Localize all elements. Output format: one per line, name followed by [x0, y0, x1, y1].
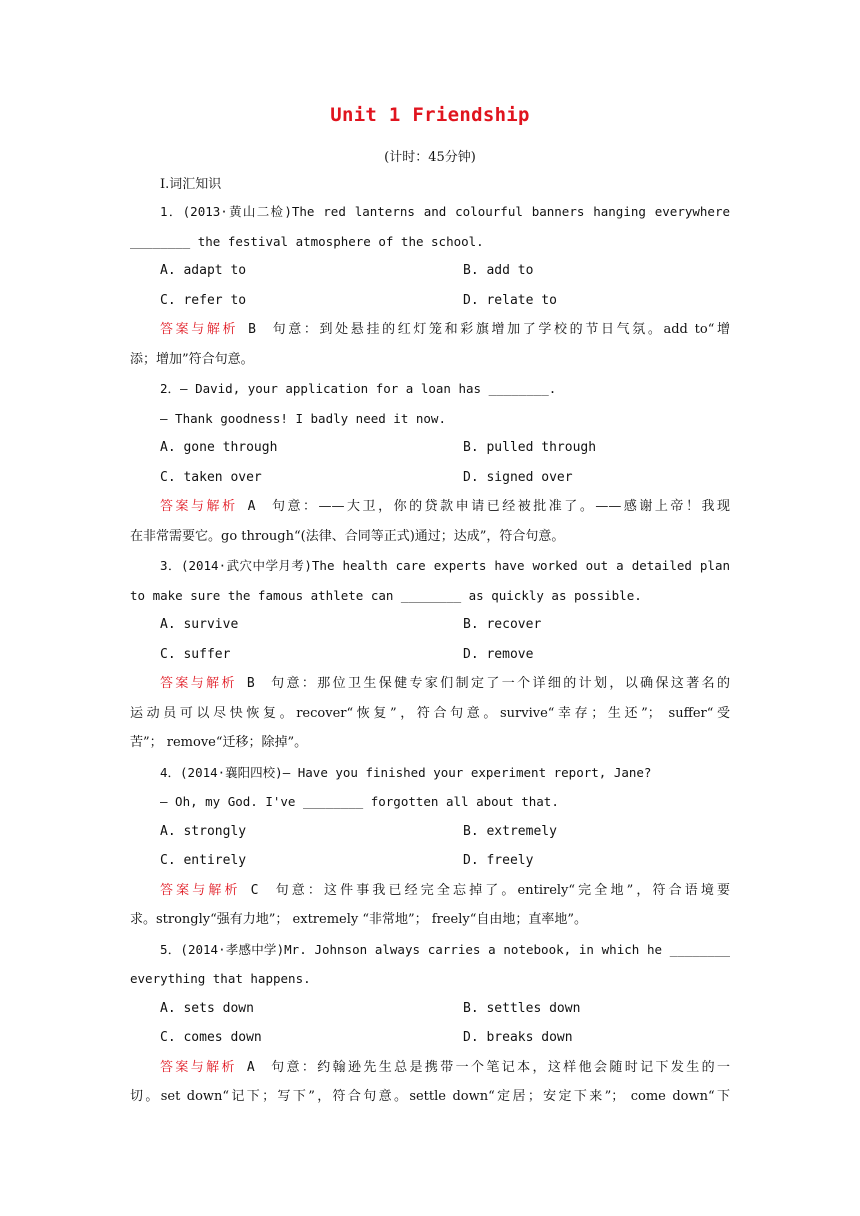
section-heading: Ⅰ.词汇知识 — [160, 177, 222, 192]
answer-explanation — [160, 1057, 730, 1079]
option-d: D. relate to — [463, 293, 557, 308]
option-c: C. suffer — [160, 647, 231, 662]
explanation-text: 求。strongly“强有力地”； extremely “非常地”； freely“自由地；直率地”。 — [130, 912, 587, 927]
explanation-text: 句意：到处悬挂的红灯笼和彩旗增加了学校的节日气氛。add to“增 — [270, 322, 730, 337]
explanation-text: 添；增加”符合句意。 — [130, 352, 254, 367]
question-stem: 2．— David, your application for a loan has ________. — [160, 381, 557, 396]
answer-label: 答案与解析 — [160, 499, 238, 514]
option-a: A. survive — [160, 617, 239, 632]
question-stem: everything that happens. — [130, 971, 311, 986]
option-c: C. refer to — [160, 293, 247, 308]
option-d: D. breaks down — [463, 1030, 573, 1045]
explanation-text: 句意：这件事我已经完全忘掉了。entirely“完全地”，符合语境要 — [272, 883, 730, 898]
answer-label: 答案与解析 — [160, 1060, 237, 1075]
option-a: A. gone through — [160, 440, 278, 455]
option-d: D. freely — [463, 853, 534, 868]
option-c: C. entirely — [160, 853, 247, 868]
question-stem: to make sure the famous athlete can ________ as quickly as possible. — [130, 588, 642, 603]
answer-letter: A — [246, 1060, 255, 1075]
question-stem: 4．(2014·襄阳四校)— Have you finished your experiment report, Jane? — [160, 765, 652, 780]
answer-letter: B — [248, 322, 256, 337]
answer-label: 答案与解析 — [160, 322, 239, 337]
option-b: B. extremely — [463, 824, 557, 839]
option-c: C. comes down — [160, 1030, 262, 1045]
explanation-text: 句意：约翰逊先生总是携带一个笔记本，这样他会随时记下发生的一 — [268, 1060, 730, 1075]
answer-letter: B — [246, 676, 255, 691]
answer-explanation — [160, 880, 730, 902]
option-c: C. taken over — [160, 470, 262, 485]
time-limit: (计时：45分钟) — [384, 150, 476, 165]
answer-explanation — [160, 673, 730, 695]
answer-explanation — [160, 496, 730, 518]
option-a: A. sets down — [160, 1001, 254, 1016]
option-b: B. settles down — [463, 1001, 581, 1016]
option-a: A. adapt to — [160, 263, 247, 278]
option-b: B. pulled through — [463, 440, 597, 455]
explanation-text: 切。set down“记下；写下”，符合句意。settle down“定居；安定下来”； come down“下 — [130, 1089, 730, 1104]
question-stem: ________ the festival atmosphere of the school. — [130, 234, 484, 249]
answer-letter: A — [247, 499, 256, 514]
option-d: D. remove — [463, 647, 534, 662]
question-stem: 5．(2014·孝感中学)Mr. Johnson always carries a notebook, in which he ________ — [160, 942, 730, 957]
answer-explanation — [160, 319, 730, 341]
option-d: D. signed over — [463, 470, 573, 485]
option-a: A. strongly — [160, 824, 247, 839]
explanation-text: 苦”； remove“迁移；除掉”。 — [130, 735, 308, 750]
answer-label: 答案与解析 — [160, 676, 237, 691]
question-stem: 3．(2014·武穴中学月考)The health care experts have worked out a detailed plan — [160, 558, 730, 573]
question-stem: — Thank goodness! I badly need it now. — [160, 411, 446, 426]
page-title: Unit 1 Friendship — [330, 104, 530, 126]
explanation-text: 句意：——大卫，你的贷款申请已经被批准了。——感谢上帝！我现 — [269, 499, 730, 514]
question-stem: 1．(2013·黄山二检)The red lanterns and colourful banners hanging everywhere — [160, 204, 730, 219]
option-b: B. add to — [463, 263, 534, 278]
answer-label: 答案与解析 — [160, 883, 241, 898]
option-b: B. recover — [463, 617, 542, 632]
explanation-text: 运动员可以尽快恢复。recover“恢复”，符合句意。survive“幸存；生还”； suffer“受 — [130, 706, 730, 721]
explanation-text: 句意：那位卫生保健专家们制定了一个详细的计划，以确保这著名的 — [268, 676, 730, 691]
answer-letter: C — [250, 883, 259, 898]
explanation-text: 在非常需要它。go through“(法律、合同等正式)通过；达成”，符合句意。 — [130, 529, 565, 544]
question-stem: — Oh, my God. I've ________ forgotten all about that. — [160, 794, 559, 809]
